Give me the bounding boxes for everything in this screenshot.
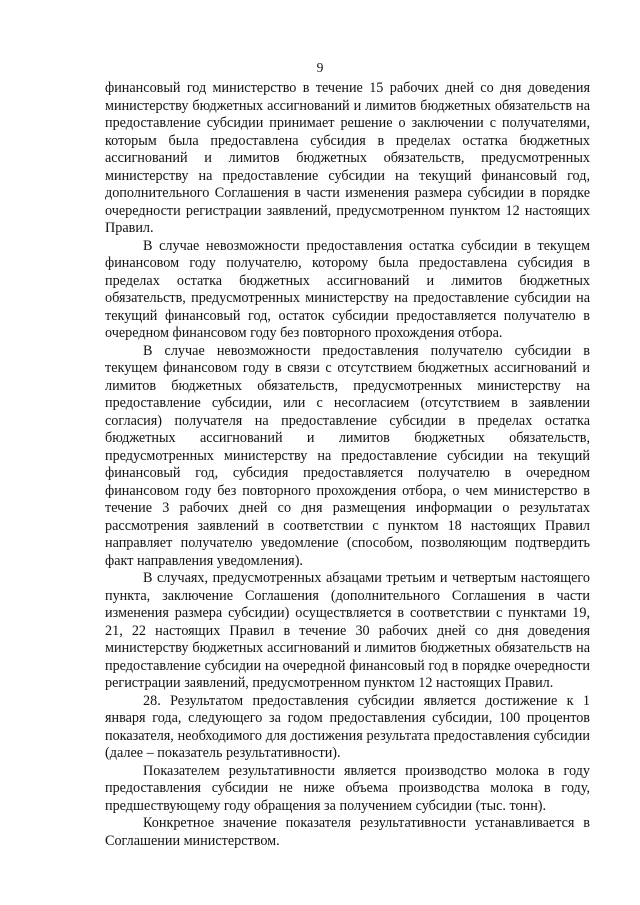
paragraph-indicator-value: Конкретное значение показателя результативности устанавливается в Соглашении министерством. <box>105 815 590 849</box>
paragraph-performance-indicator: Показателем результативности является производство молока в году предоставления субсидии не ниже объема производства молока в году, предшествующему году обращения за получением субсидии (тыс. тонн). <box>105 762 590 814</box>
paragraph-agreement-conclusion: В случаях, предусмотренных абзацами третьим и четвертым настоящего пункта, заключение Соглашения (дополнительного Соглашения в части изменения размера субсидии) осуществляется в соответствии с пунктами 19, 21, 22 настоящих Правил в течение 30 рабочих дней со дня доведения министерству бюджетных ассигнований и лимитов бюджетных обязательств на предоставление субсидии на очередной финансовый год в порядке очередности регистрации заявлений, предусмотренном пунктом 12 настоящих Правил. <box>105 570 590 691</box>
paragraph-point-28: 28. Результатом предоставления субсидии является достижение к 1 января года, следующего за годом предоставления субсидии, 100 процентов показателя, необходимого для достижения результата предоставления субсидии (далее – показатель результативности). <box>105 692 590 761</box>
paragraph-next-year-subsidy: В случае невозможности предоставления получателю субсидии в текущем финансовом году в связи с отсутствием бюджетных ассигнований и лимитов бюджетных обязательств, предусмотренных министерству на предоставление субсидии, или с несогласием (отсутствием в заявлении согласия) получателя на предоставление субсидии в пределах остатка бюджетных ассигнований и лимитов бюджетных обязательств, предусмотренных министерству на предоставление субсидии на текущий финансовый год, субсидия предоставляется получателю в очередном финансовом году без повторного прохождения отбора, о чем министерство в течение 3 рабочих дней со дня размещения информации о результатах рассмотрения заявлений в соответствии с пунктом 18 настоящих Правил направляет получателю уведомление (способом, позволяющим подтвердить факт направления уведомления). <box>105 342 590 569</box>
document-body <box>105 80 590 850</box>
page-number: 9 <box>316 60 324 75</box>
paragraph-remaining-subsidy: В случае невозможности предоставления остатка субсидии в текущем финансовом году получателю, которому была предоставлена субсидия в пределах остатка бюджетных ассигнований и лимитов бюджетных обязательств, предусмотренных министерству на предоставление субсидии на текущий финансовый год, остаток субсидии предоставляется получателю в очередном финансовом году без повторного прохождения отбора. <box>105 237 590 341</box>
paragraph-continuation: финансовый год министерство в течение 15 рабочих дней со дня доведения министерству бюджетных ассигнований и лимитов бюджетных обязательств на предоставление субсидии принимает решение о заключении с получателями, которым была предоставлена субсидия в пределах остатка бюджетных ассигнований и лимитов бюджетных обязательств, предусмотренных министерству на предоставление субсидии на текущий финансовый год, дополнительного Соглашения в части изменения размера субсидии в порядке очередности регистрации заявлений, предусмотренном пунктом 12 настоящих Правил. <box>105 80 590 236</box>
